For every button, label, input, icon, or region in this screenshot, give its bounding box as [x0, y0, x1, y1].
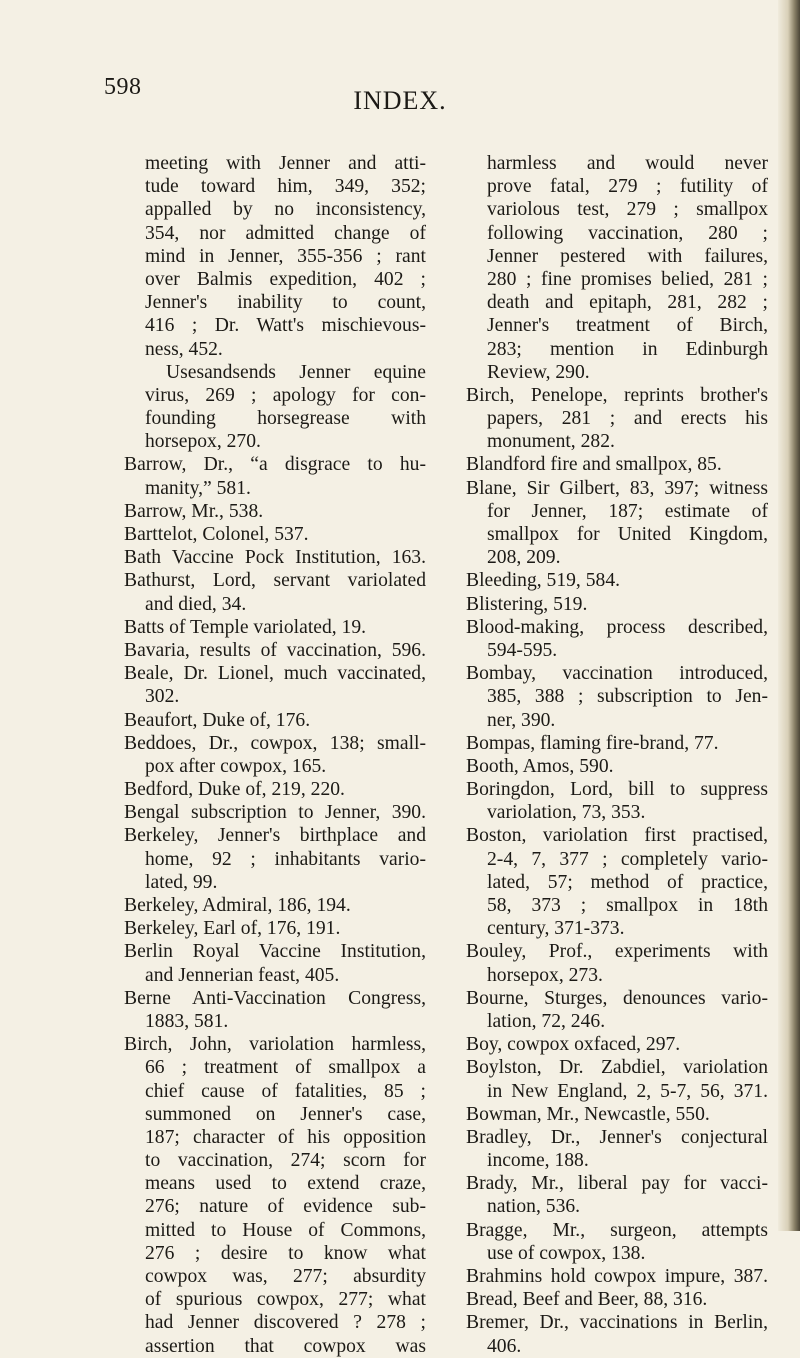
index-entry-line: Bourne, Sturges, denounces vario- [466, 987, 768, 1009]
index-entry-line: Berkeley, Earl of, 176, 191. [124, 918, 341, 940]
index-continuation-line: assertion that cowpox was [145, 1335, 426, 1357]
index-entry-line: Boylston, Dr. Zabdiel, variolation [466, 1057, 768, 1079]
index-entry-line: Barttelot, Colonel, 537. [124, 524, 309, 545]
index-continuation-line: means used to extend craze, [145, 1173, 426, 1195]
index-continuation-line: horsepox, 270. [145, 431, 261, 453]
index-continuation-line: virus, 269 ; apology for con- [145, 384, 426, 406]
index-continuation-line: 302. [145, 686, 180, 708]
index-entry-line: Beale, Dr. Lionel, much vaccinated, [124, 663, 426, 685]
index-continuation-line: cowpox was, 277; absurdity [145, 1266, 426, 1287]
index-continuation-line: variolous test, 279 ; smallpox [487, 199, 768, 221]
index-continuation-line: 416 ; Dr. Watt's mischievous- [145, 315, 426, 337]
index-entry-line: Bowman, Mr., Newcastle, 550. [466, 1103, 710, 1125]
index-entry-line: Boy, cowpox oxfaced, 297. [466, 1034, 681, 1056]
index-continuation-line: 276; nature of evidence sub- [145, 1196, 426, 1218]
index-entry-line: Booth, Amos, 590. [466, 755, 614, 777]
index-continuation-line: lation, 72, 246. [487, 1010, 606, 1032]
index-continuation-line: variolation, 73, 353. [487, 802, 646, 824]
index-continuation-line: Review, 290. [487, 361, 590, 383]
index-column-left [124, 152, 426, 1358]
index-entry-line: Blood-making, process described, [466, 616, 768, 638]
index-continuation-line: to vaccination, 274; scorn for [145, 1150, 426, 1172]
index-continuation-line: lated, 99. [145, 871, 218, 893]
index-entry-line: Boringdon, Lord, bill to suppress [466, 779, 768, 801]
index-entry-line: Berkeley, Jenner's birthplace and [124, 825, 426, 847]
index-continuation-line: manity,” 581. [145, 477, 251, 499]
index-entry-line: Boston, variolation first practised, [466, 825, 768, 847]
index-entry-line: Brady, Mr., liberal pay for vacci- [466, 1173, 768, 1195]
index-continuation-line: appalled by no inconsistency, [145, 199, 426, 221]
index-entry-line: Bread, Beef and Beer, 88, 316. [466, 1289, 708, 1311]
page-edge-shadow [778, 0, 800, 1231]
index-entry-line: Barrow, Mr., 538. [124, 500, 264, 522]
index-entry-line: Blistering, 519. [466, 593, 588, 615]
index-entry-line: Beaufort, Duke of, 176. [124, 709, 311, 731]
index-entry-line: Barrow, Dr., “a disgrace to hu- [124, 454, 426, 476]
index-continuation-line: of spurious cowpox, 277; what [145, 1289, 426, 1311]
index-continuation-line: death and epitaph, 281, 282 ; [487, 292, 768, 314]
index-entry-line: Birch, John, variolation harmless, [124, 1034, 426, 1056]
index-entry-line: Batts of Temple variolated, 19. [124, 616, 367, 638]
index-continuation-line: century, 371-373. [487, 918, 625, 940]
index-entry-line: Bedford, Duke of, 219, 220. [124, 779, 345, 801]
index-continuation-line: 2-4, 7, 377 ; completely vario- [487, 848, 768, 870]
index-continuation-line: 276 ; desire to know what [145, 1242, 426, 1264]
page-number: 598 [104, 74, 142, 100]
index-entry-line: Brahmins hold cowpox impure, 387. [466, 1266, 768, 1287]
index-continuation-line: for Jenner, 187; estimate of [487, 500, 768, 522]
index-continuation-line: 283; mention in Edinburgh [487, 338, 768, 360]
index-continuation-line: Jenner's treatment of Birch, [487, 315, 768, 337]
index-continuation-line: and died, 34. [145, 593, 247, 615]
index-continuation-line: smallpox for United Kingdom, [487, 524, 768, 545]
index-continuation-line: 385, 388 ; subscription to Jen- [487, 686, 768, 708]
index-entry-line: Berne Anti-Vaccination Congress, [124, 987, 426, 1009]
index-continuation-line: nation, 536. [487, 1196, 581, 1218]
index-entry-line: Bradley, Dr., Jenner's conjectural [466, 1126, 768, 1148]
index-entry-line: Bleeding, 519, 584. [466, 570, 621, 592]
index-continuation-line: 187; character of his opposition [145, 1126, 426, 1148]
index-entry-line: Bavaria, results of vaccination, 596. [124, 639, 426, 661]
index-entry-line: Bouley, Prof., experiments with [466, 941, 768, 963]
index-continuation-line: prove fatal, 279 ; futility of [487, 176, 768, 198]
index-continuation-line: Jenner pestered with failures, [487, 245, 768, 267]
index-continuation-line: over Balmis expedition, 402 ; [145, 268, 426, 290]
index-continuation-line: horsepox, 273. [487, 964, 603, 986]
index-column-right [466, 152, 768, 1358]
index-continuation-line: harmless and would never [487, 153, 768, 174]
index-continuation-line: following vaccination, 280 ; [487, 222, 768, 244]
index-entry-line: Blane, Sir Gilbert, 83, 397; witness [466, 477, 768, 499]
index-continuation-line: chief cause of fatalities, 85 ; [145, 1080, 426, 1102]
index-continuation-line: in New England, 2, 5-7, 56, 371. [487, 1080, 768, 1102]
index-continuation-line: 66 ; treatment of smallpox a [145, 1057, 426, 1079]
index-continuation-line: mitted to House of Commons, [145, 1219, 426, 1241]
index-entry-line: Bombay, vaccination introduced, [466, 663, 768, 685]
page-title: INDEX. [353, 86, 447, 115]
index-continuation-line: 208, 209. [487, 547, 561, 569]
index-entry-line: Bragge, Mr., surgeon, attempts [466, 1219, 768, 1241]
index-continuation-line: and Jennerian feast, 405. [145, 964, 340, 986]
index-continuation-line: ner, 390. [487, 709, 556, 731]
index-entry-line: Bathurst, Lord, servant variolated [124, 570, 426, 592]
index-continuation-line: pox after cowpox, 165. [145, 755, 327, 777]
index-continuation-line: mind in Jenner, 355-356 ; rant [145, 245, 426, 267]
index-continuation-line: 354, nor admitted change of [145, 222, 426, 244]
index-entry-line: Bath Vaccine Pock Institution, 163. [124, 547, 426, 569]
index-continuation-line: 280 ; fine promises belied, 281 ; [487, 268, 768, 290]
index-entry-line: Bremer, Dr., vaccinations in Berlin, [466, 1312, 768, 1334]
index-entry-line: Beddoes, Dr., cowpox, 138; small- [124, 732, 426, 754]
index-continuation-line: 58, 373 ; smallpox in 18th [487, 895, 768, 916]
index-continuation-line: home, 92 ; inhabitants vario- [145, 848, 426, 870]
index-continuation-line: lated, 57; method of practice, [487, 871, 768, 893]
index-entry-line: Berlin Royal Vaccine Institution, [124, 941, 426, 963]
index-continuation-line: 594-595. [487, 639, 558, 661]
index-entry-line: Bompas, flaming fire-brand, 77. [466, 732, 719, 754]
index-continuation-line: 406. [487, 1335, 522, 1357]
index-entry-line: Birch, Penelope, reprints brother's [466, 384, 768, 406]
index-continuation-line: meeting with Jenner and atti- [145, 153, 426, 174]
index-continuation-line: had Jenner discovered ? 278 ; [145, 1312, 426, 1334]
index-continuation-line: monument, 282. [487, 431, 615, 453]
index-continuation-line: 1883, 581. [145, 1010, 229, 1032]
index-continuation-line: papers, 281 ; and erects his [487, 408, 768, 430]
index-continuation-line: income, 188. [487, 1150, 589, 1172]
index-continuation-line: founding horsegrease with [145, 408, 426, 430]
index-continuation-line: Jenner's inability to count, [145, 292, 426, 314]
index-continuation-line: use of cowpox, 138. [487, 1242, 646, 1264]
index-continuation-line: Usesandsends Jenner equine [166, 361, 426, 383]
index-continuation-line: ness, 452. [145, 338, 223, 360]
index-continuation-line: tude toward him, 349, 352; [145, 176, 426, 198]
index-entry-line: Berkeley, Admiral, 186, 194. [124, 895, 351, 916]
index-entry-line: Blandford fire and smallpox, 85. [466, 454, 722, 476]
index-entry-line: Bengal subscription to Jenner, 390. [124, 802, 426, 824]
index-continuation-line: summoned on Jenner's case, [145, 1103, 426, 1125]
